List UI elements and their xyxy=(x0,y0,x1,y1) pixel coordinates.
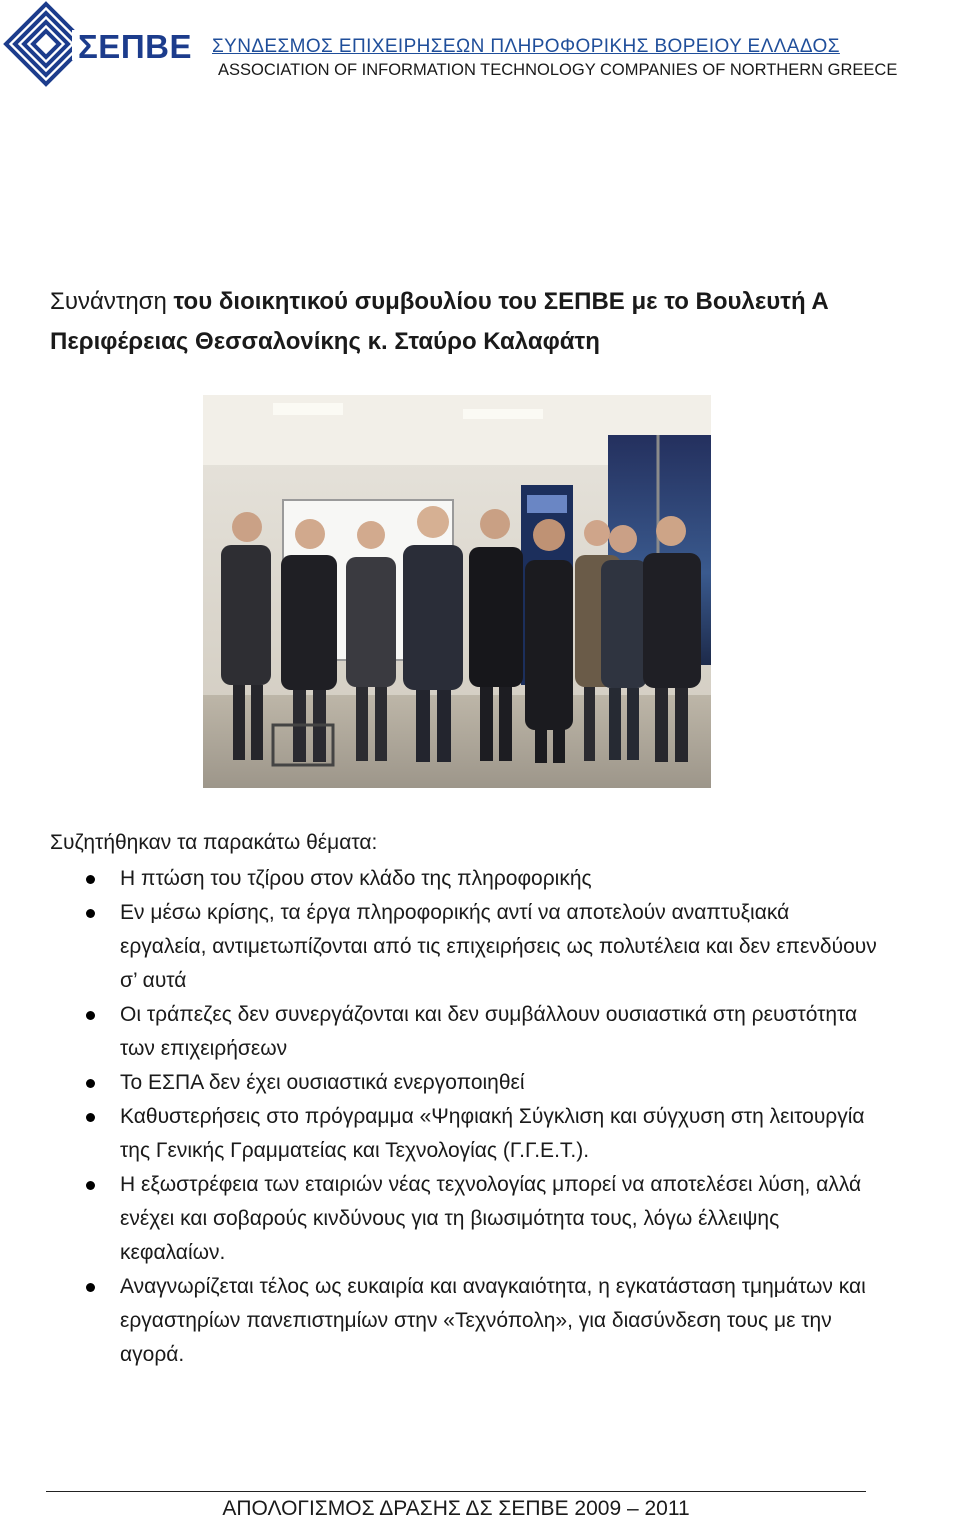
page-footer: ΑΠΟΛΟΓΙΣΜΟΣ ΔΡΑΣΗΣ ΔΣ ΣΕΠΒΕ 2009 – 2011 xyxy=(222,1497,690,1520)
photo-illustration xyxy=(203,395,711,788)
list-item xyxy=(50,896,880,998)
list-item-text: Εν μέσω κρίσης, τα έργα πληροφορικής αντί να αποτελούν αναπτυξιακά εργαλεία, αντιμετωπίζονται από τις επιχειρήσεις ως πολυτέλεια και δεν επενδύουν σ’ αυτά xyxy=(120,901,877,992)
bullet-icon xyxy=(86,875,95,884)
logo-wordmark: ΣΕΠΒΕ xyxy=(78,28,192,65)
sepve-logo-icon xyxy=(2,0,90,96)
list-item xyxy=(50,862,880,896)
bullet-icon xyxy=(86,1113,95,1122)
topics-list xyxy=(50,862,880,1372)
list-item xyxy=(50,1168,880,1270)
list-item-text: Αναγνωρίζεται τέλος ως ευκαιρία και αναγκαιότητα, η εγκατάσταση τμημάτων και εργαστηρίων πανεπιστημίων στην «Τεχνόπολη», για διασύνδεση τους με την αγορά. xyxy=(120,1275,866,1366)
list-item xyxy=(50,1270,880,1372)
list-item-text: Καθυστερήσεις στο πρόγραμμα «Ψηφιακή Σύγκλιση και σύγχυση στη λειτουργία της Γενικής Γραμματείας και Τεχνολογίας (Γ.Γ.Ε.Τ.). xyxy=(120,1105,865,1162)
bullet-icon xyxy=(86,909,95,918)
title-lead: Συνάντηση xyxy=(50,288,174,315)
footer-divider xyxy=(46,1491,866,1492)
list-item-text: Η πτώση του τζίρου στον κλάδο της πληροφορικής xyxy=(120,867,592,890)
list-item-text: Η εξωστρέφεια των εταιριών νέας τεχνολογίας μπορεί να αποτελέσει λύση, αλλά ενέχει και σοβαρούς κινδύνους για τη βιωσιμότητα τους, λόγω έλλειψης κεφαλαίων. xyxy=(120,1173,862,1264)
group-photo xyxy=(203,395,711,788)
list-item xyxy=(50,998,880,1066)
org-name-english: ASSOCIATION OF INFORMATION TECHNOLOGY COMPANIES OF NORTHERN GREECE xyxy=(218,61,898,79)
bullet-icon xyxy=(86,1079,95,1088)
bullet-icon xyxy=(86,1283,95,1292)
page-title xyxy=(50,282,890,362)
list-item xyxy=(50,1066,880,1100)
title-bold: του διοικητικού συμβουλίου του ΣΕΠΒΕ με το Βουλευτή Α Περιφέρειας Θεσσαλονίκης κ. Σταύρο Καλαφάτη xyxy=(50,288,829,355)
topics-intro: Συζητήθηκαν τα παρακάτω θέματα: xyxy=(50,831,378,854)
list-item-text: Το ΕΣΠΑ δεν έχει ουσιαστικά ενεργοποιηθεί xyxy=(120,1071,525,1094)
bullet-icon xyxy=(86,1181,95,1190)
bullet-icon xyxy=(86,1011,95,1020)
list-item xyxy=(50,1100,880,1168)
page-header xyxy=(0,0,960,100)
org-name-greek[interactable]: ΣΥΝΔΕΣΜΟΣ ΕΠΙΧΕΙΡΗΣΕΩΝ ΠΛΗΡΟΦΟΡΙΚΗΣ ΒΟΡΕΙΟΥ ΕΛΛΑΔΟΣ xyxy=(212,36,840,57)
list-item-text: Οι τράπεζες δεν συνεργάζονται και δεν συμβάλλουν ουσιαστικά στη ρευστότητα των επιχειρήσεων xyxy=(120,1003,858,1060)
